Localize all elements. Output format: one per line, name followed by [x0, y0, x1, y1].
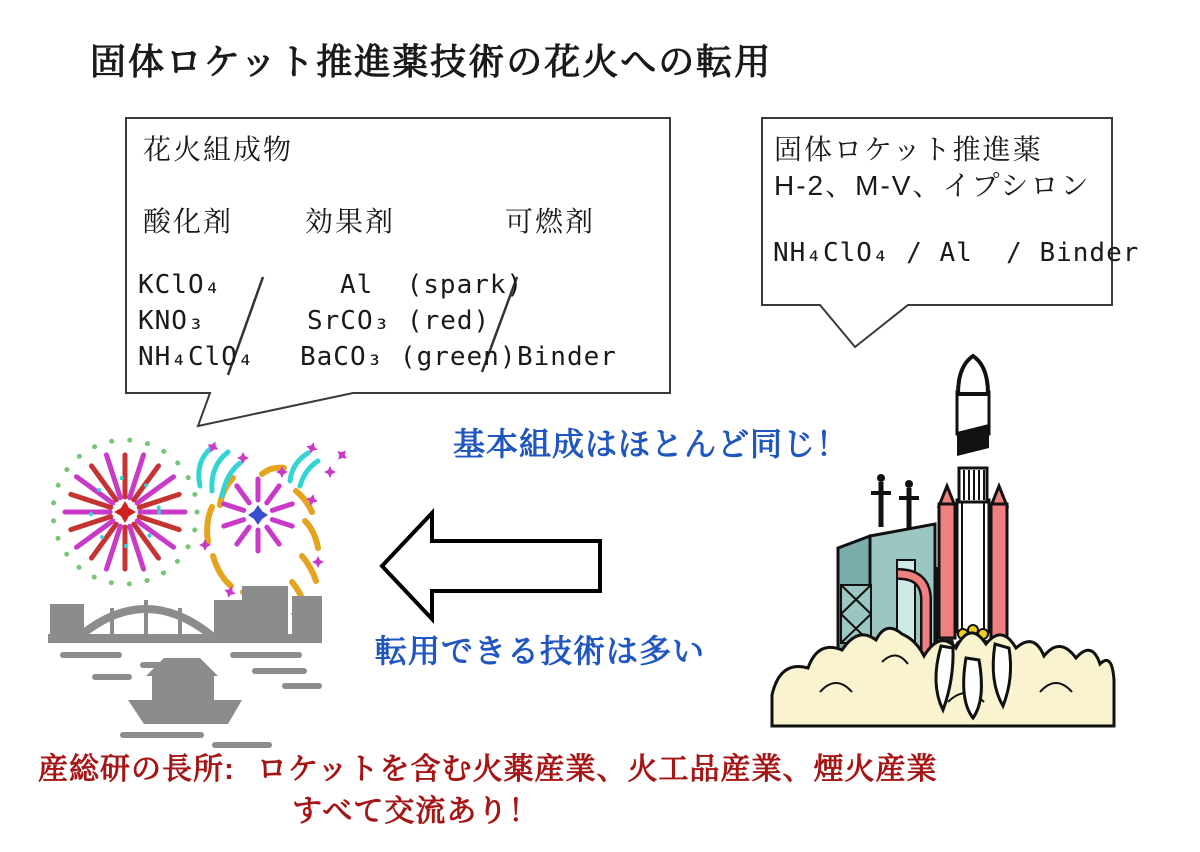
annotation-same-composition: 基本組成はほとんど同じ！	[453, 426, 850, 462]
fuel-binder: Binder	[517, 342, 617, 372]
footer-line2: すべて交流あり！	[292, 795, 540, 828]
fireworks-box-heading: 花火組成物	[143, 134, 294, 165]
rocket-box-heading: 固体ロケット推進薬	[774, 134, 1043, 165]
effect-baco3-green: BaCO₃ (green)	[300, 342, 517, 372]
rocket-box-vehicles: H-2、M-V、イプシロン	[774, 170, 1091, 201]
oxidizer-kno3: KNO₃	[138, 306, 205, 336]
annotation-transfer-tech: 転用できる技術は多い	[375, 633, 706, 669]
effect-srco3-red: SrCO₃ (red)	[307, 306, 491, 336]
oxidizer-nh4clo4: NH₄ClO₄	[138, 342, 255, 372]
oxidizer-kclo4: KClO₄	[138, 270, 222, 300]
effect-al-spark: Al (spark)	[340, 270, 524, 300]
rocket-box-formula: NH₄ClO₄ / Al / Binder	[773, 238, 1140, 268]
column-fuel: 可燃剤	[505, 206, 596, 237]
bridge-boat-illustration	[48, 586, 322, 748]
rocket-launch-illustration	[772, 356, 1114, 726]
footer-line1	[38, 744, 938, 788]
footer-industries: ロケットを含む火薬産業、火工品産業、煙火産業	[257, 753, 938, 786]
footer-label: 産総研の長所:	[38, 753, 235, 786]
left-block-arrow-icon	[382, 513, 600, 619]
column-oxidizer: 酸化剤	[143, 206, 234, 237]
column-effect: 効果剤	[305, 206, 396, 237]
page-title: 固体ロケット推進薬技術の花火への転用	[90, 41, 773, 82]
